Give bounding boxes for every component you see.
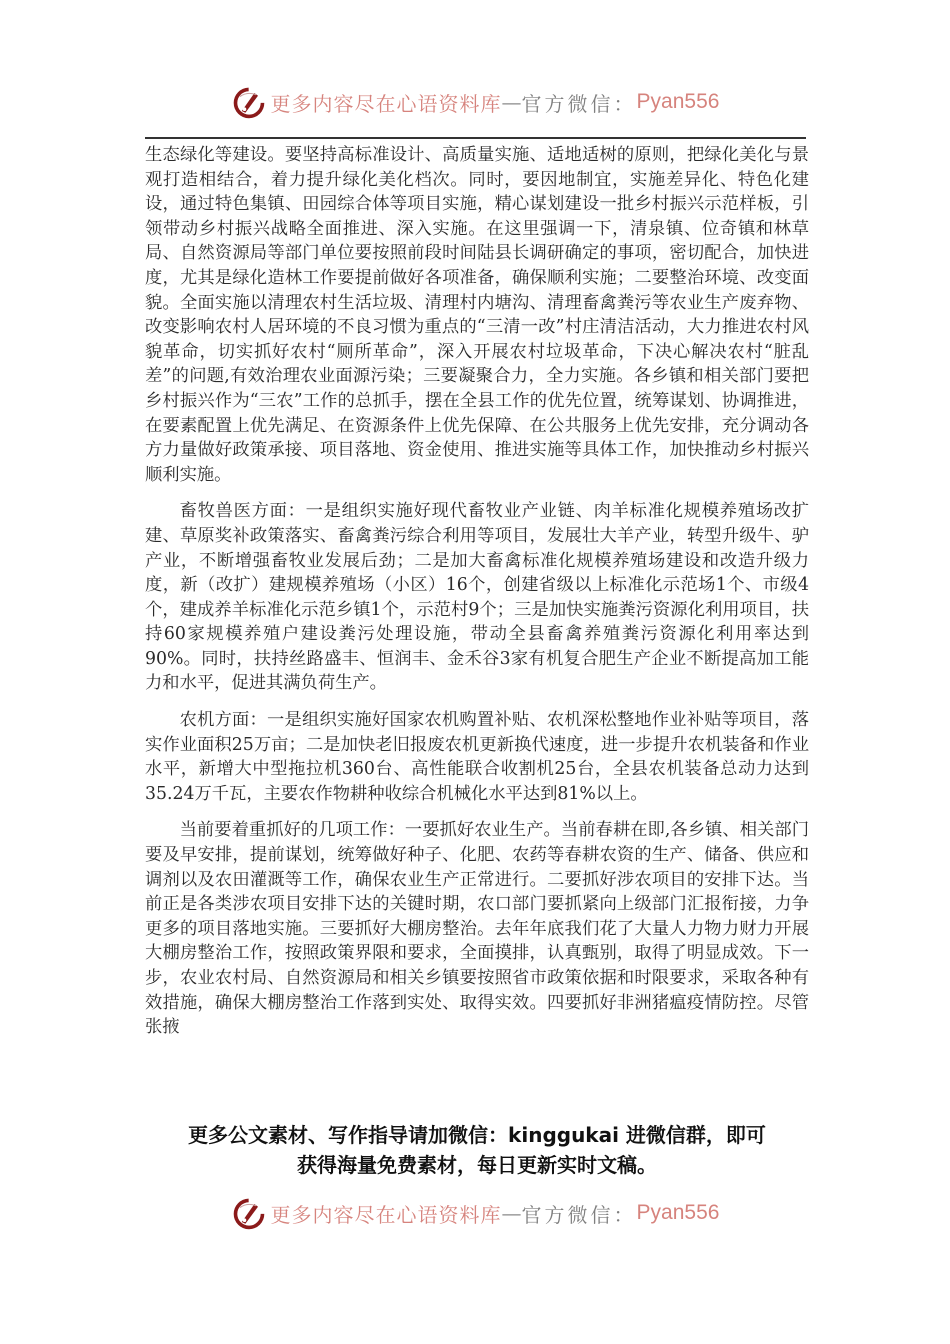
header-banner: [0, 82, 950, 122]
wechat-id: Pyan556: [636, 1201, 720, 1224]
promo-line-2: 获得海量免费素材，每日更新实时文稿。: [297, 1153, 657, 1177]
promo-notice: [145, 1120, 809, 1180]
quill-pen-logo-icon: [231, 84, 267, 120]
brand-text: 更多内容尽在心语资料库: [270, 91, 502, 116]
paragraph-agricultural-machinery: 农机方面：一是组织实施好国家农机购置补贴、农机深松整地作业补贴等项目，落实作业面积25万亩；二是加快老旧报废农机更新换代速度，进一步提升农机装备和作业水平，新增大中型拖拉机360台、高性能联合收割机25台，全县农机装备总动力达到35.24万千瓦，主要农作物耕种收综合机械化水平达到81%以上。: [145, 710, 809, 804]
header-divider: [145, 137, 806, 139]
paragraph-rural-revitalization: 生态绿化等建设。要坚持高标准设计、高质量实施、适地适树的原则，把绿化美化与景观打造相结合，着力提升绿化美化档次。同时，要因地制宜，实施差异化、特色化建设，通过特色集镇、田园综合体等项目实施，精心谋划建设一批乡村振兴示范样板，引领带动乡村振兴战略全面推进、深入实施。在这里强调一下，清泉镇、位奇镇和林草局、自然资源局等部门单位要按照前段时间陆县长调研确定的事项，密切配合，加快进度，尤其是绿化造林工作要提前做好各项准备，确保顺利实施；二要整治环境、改变面貌。全面实施以清理农村生活垃圾、清理村内塘沟、清理畜禽粪污等农业生产废弃物、改变影响农村人居环境的不良习惯为重点的“三清一改”村庄清洁活动，大力推进农村风貌革命，切实抓好农村“厕所革命”，深入开展农村垃圾革命，下决心解决农村“脏乱差”的问题,有效治理农业面源污染；三要凝聚合力，全力实施。各乡镇和相关部门要把乡村振兴作为“三农”工作的总抓手，摆在全县工作的优先位置，统筹谋划、协调推进，在要素配置上优先满足、在资源条件上优先保障、在公共服务上优先安排，充分调动各方力量做好政策承接、项目落地、资金使用、推进实施等具体工作，加快推动乡村振兴顺利实施。: [145, 145, 809, 485]
banner-dash: —: [501, 90, 522, 114]
brand-text: 更多内容尽在心语资料库: [270, 1202, 502, 1227]
footer-banner: [0, 1193, 950, 1233]
quill-pen-logo-icon: [231, 1195, 267, 1231]
document-body: [145, 143, 809, 1040]
promo-line-1: 更多公文素材、写作指导请加微信：kinggukai 进微信群，即可: [188, 1123, 766, 1147]
wechat-id: Pyan556: [636, 90, 720, 113]
paragraph-current-work: 当前要着重抓好的几项工作：一要抓好农业生产。当前春耕在即,各乡镇、相关部门要及早安排，提前谋划，统筹做好种子、化肥、农药等春耕农资的生产、储备、供应和调剂以及农田灌溉等工作，确保农业生产正常进行。二要抓好涉农项目的安排下达。当前正是各类涉农项目安排下达的关键时期，农口部门要抓紧向上级部门汇报衔接，力争更多的项目落地实施。三要抓好大棚房整治。去年年底我们花了大量人力物力财力开展大棚房整治工作，按照政策界限和要求，全面摸排，认真甄别，取得了明显成效。下一步，农业农村局、自然资源局和相关乡镇要按照省市政策依据和时限要求，采取各种有效措施，确保大棚房整治工作落到实处、取得实效。四要抓好非洲猪瘟疫情防控。尽管张掖: [145, 820, 809, 1038]
paragraph-animal-husbandry: 畜牧兽医方面：一是组织实施好现代畜牧业产业链、肉羊标准化规模养殖场改扩建、草原奖补政策落实、畜禽粪污综合利用等项目，发展壮大羊产业，转型升级牛、驴产业，不断增强畜牧业发展后劲；二是加大畜禽标准化规模养殖场建设和改造升级力度，新（改扩）建规模养殖场（小区）16个，创建省级以上标准化示范场1个、市级4个，建成养羊标准化示范乡镇1个，示范村9个；三是加快实施粪污资源化利用项目，扶持60家规模养殖户建设粪污处理设施，带动全县畜禽养殖粪污资源化利用率达到90%。同时，扶持丝路盛丰、恒润丰、金禾谷3家有机复合肥生产企业不断提高加工能力和水平，促进其满负荷生产。: [145, 501, 809, 694]
banner-dash: —: [501, 1201, 522, 1225]
official-wechat-label: 官方微信：: [521, 1202, 637, 1227]
official-wechat-label: 官方微信：: [521, 91, 637, 116]
